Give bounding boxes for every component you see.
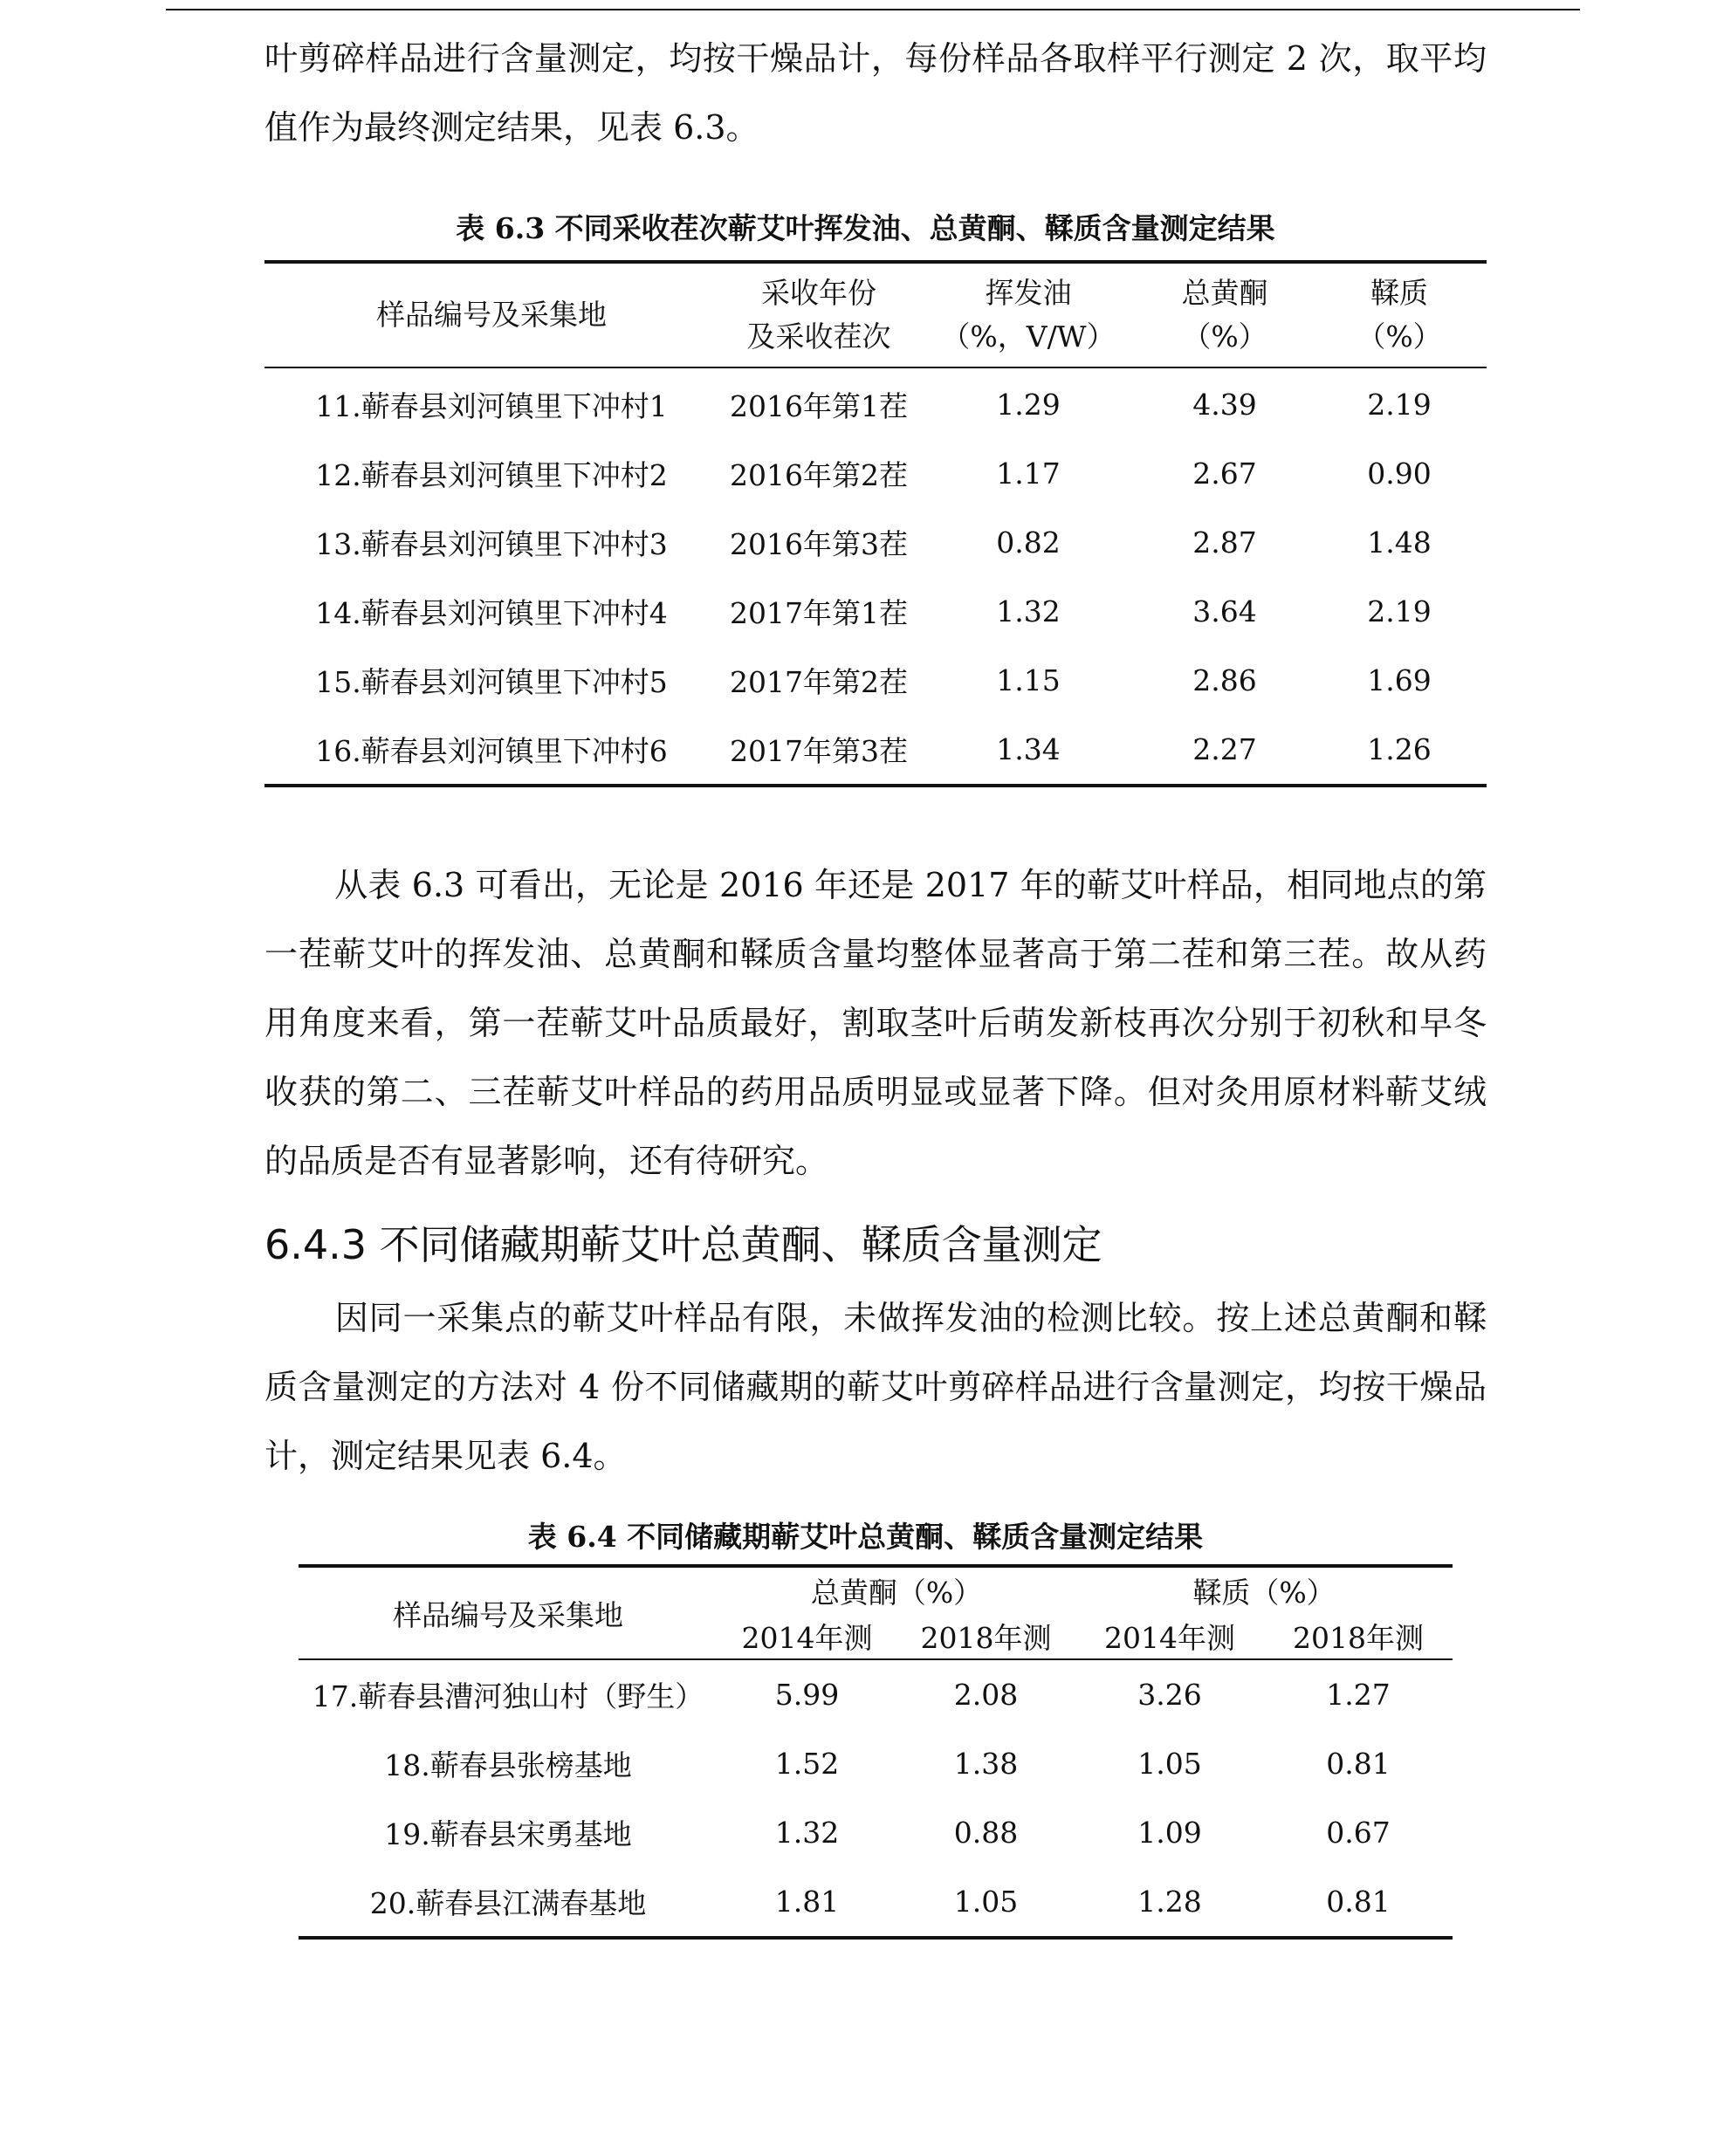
cell-oil: 1.15: [996, 663, 1061, 697]
table-row: [264, 439, 1487, 508]
cell-tannin: 2.19: [1367, 388, 1432, 422]
cell-sample: 15.蕲春县刘河镇里下冲村5: [315, 665, 668, 699]
table-row: [299, 1659, 1453, 1729]
cell-sample: 11.蕲春县刘河镇里下冲村1: [315, 389, 668, 423]
table-row: [264, 577, 1487, 646]
header-tannin-group: 鞣质（%）: [1192, 1575, 1336, 1610]
header-tannin: 鞣质 （%）: [1357, 276, 1442, 354]
table-row: [299, 1798, 1453, 1867]
header-harvest: 采收年份 及采收茬次: [746, 276, 891, 354]
cell-tannin-2014: 1.09: [1137, 1816, 1202, 1850]
cell-flavone-2014: 1.32: [774, 1816, 840, 1850]
cell-tannin-2018: 0.81: [1326, 1747, 1391, 1781]
cell-sample: 13.蕲春县刘河镇里下冲村3: [315, 527, 668, 561]
table-6-3-caption: 表 6.3 不同采收茬次蕲艾叶挥发油、总黄酮、鞣质含量测定结果: [456, 211, 1275, 245]
cell-sample: 19.蕲春县宋勇基地: [384, 1817, 632, 1851]
table-row: [264, 715, 1487, 786]
cell-flavone-2018: 1.05: [953, 1885, 1019, 1919]
cell-oil: 1.29: [996, 388, 1061, 422]
table-6-3: [264, 260, 1487, 787]
cell-sample: 14.蕲春县刘河镇里下冲村4: [315, 596, 668, 630]
cell-harvest: 2016年第3茬: [730, 527, 908, 561]
cell-flavone: 2.86: [1192, 663, 1257, 697]
table-row: [264, 646, 1487, 715]
section-paragraph: 因同一采集点的蕲艾叶样品有限，未做挥发油的检测比较。按上述总黄酮和鞣质含量测定的方法对 4 份不同储藏期的蕲艾叶剪碎样品进行含量测定，均按干燥品计，测定结果见表 6.4。: [264, 1299, 1487, 1475]
table-row: [264, 508, 1487, 577]
cell-tannin: 1.69: [1367, 663, 1432, 697]
intro-paragraph: 叶剪碎样品进行含量测定，均按干燥品计，每份样品各取样平行测定 2 次，取平均值作为最终测定结果，见表 6.3。: [264, 39, 1487, 147]
cell-sample: 12.蕲春县刘河镇里下冲村2: [315, 458, 668, 492]
table-row: [264, 367, 1487, 439]
cell-sample: 18.蕲春县张榜基地: [384, 1748, 632, 1782]
cell-harvest: 2017年第1茬: [730, 596, 908, 630]
cell-flavone-2018: 1.38: [953, 1747, 1019, 1781]
cell-flavone-2014: 5.99: [774, 1678, 840, 1712]
header-sample: 样品编号及采集地: [393, 1597, 623, 1632]
cell-sample: 17.蕲春县漕河独山村（野生）: [312, 1679, 704, 1713]
table-row: [299, 1867, 1453, 1938]
table-row: [299, 1729, 1453, 1798]
cell-oil: 1.34: [996, 732, 1061, 766]
cell-flavone: 2.27: [1192, 732, 1257, 766]
cell-tannin-2018: 0.81: [1326, 1885, 1391, 1919]
cell-tannin: 0.90: [1367, 457, 1432, 491]
cell-tannin: 1.48: [1367, 525, 1432, 560]
table-6-4-caption: 表 6.4 不同储藏期蕲艾叶总黄酮、鞣质含量测定结果: [527, 1520, 1204, 1554]
section-heading: 6.4.3 不同储藏期蕲艾叶总黄酮、鞣质含量测定: [264, 1221, 1102, 1268]
cell-tannin-2014: 1.28: [1137, 1885, 1202, 1919]
header-oil: 挥发油 （%，V/W）: [941, 276, 1116, 354]
header-tannin-2014: 2014年测: [1104, 1620, 1235, 1655]
cell-harvest: 2017年第3茬: [730, 734, 908, 768]
cell-tannin-2014: 1.05: [1137, 1747, 1202, 1781]
cell-tannin-2014: 3.26: [1137, 1678, 1202, 1712]
header-flavone-group: 总黄酮（%）: [810, 1575, 983, 1610]
cell-tannin-2018: 0.67: [1326, 1816, 1391, 1850]
header-sample: 样品编号及采集地: [376, 298, 607, 332]
header-flavone: 总黄酮 （%）: [1181, 276, 1268, 354]
cell-oil: 1.17: [996, 457, 1061, 491]
table-6-4: [299, 1564, 1453, 1940]
cell-flavone-2014: 1.52: [774, 1747, 840, 1781]
cell-flavone-2014: 1.81: [774, 1885, 840, 1919]
cell-flavone: 4.39: [1192, 388, 1257, 422]
cell-flavone: 2.87: [1192, 525, 1257, 560]
cell-oil: 0.82: [996, 525, 1061, 560]
cell-harvest: 2016年第1茬: [730, 389, 908, 423]
cell-flavone: 2.67: [1192, 457, 1257, 491]
page-header-rule: [166, 9, 1580, 10]
header-flavone-2014: 2014年测: [741, 1620, 873, 1655]
cell-flavone: 3.64: [1192, 594, 1257, 628]
cell-tannin: 2.19: [1367, 594, 1432, 628]
header-flavone-2018: 2018年测: [920, 1620, 1052, 1655]
header-tannin-2018: 2018年测: [1293, 1620, 1424, 1655]
cell-harvest: 2016年第2茬: [730, 458, 908, 492]
cell-flavone-2018: 0.88: [953, 1816, 1019, 1850]
cell-oil: 1.32: [996, 594, 1061, 628]
cell-sample: 20.蕲春县江满春基地: [369, 1886, 647, 1920]
cell-sample: 16.蕲春县刘河镇里下冲村6: [315, 734, 668, 768]
cell-flavone-2018: 2.08: [953, 1678, 1019, 1712]
cell-tannin-2018: 1.27: [1326, 1678, 1391, 1712]
discussion-paragraph: 从表 6.3 可看出，无论是 2016 年还是 2017 年的蕲艾叶样品，相同地点的第一茬蕲艾叶的挥发油、总黄酮和鞣质含量均整体显著高于第二茬和第三茬。故从药用角度来看，第一茬蕲艾叶品质最好，割取茎叶后萌发新枝再次分别于初秋和早冬收获的第二、三茬蕲艾叶样品的药用品质明显或显著下降。但对灸用原材料蕲艾绒的品质是否有显著影响，还有待研究。: [264, 866, 1487, 1180]
cell-tannin: 1.26: [1367, 732, 1432, 766]
cell-harvest: 2017年第2茬: [730, 665, 908, 699]
